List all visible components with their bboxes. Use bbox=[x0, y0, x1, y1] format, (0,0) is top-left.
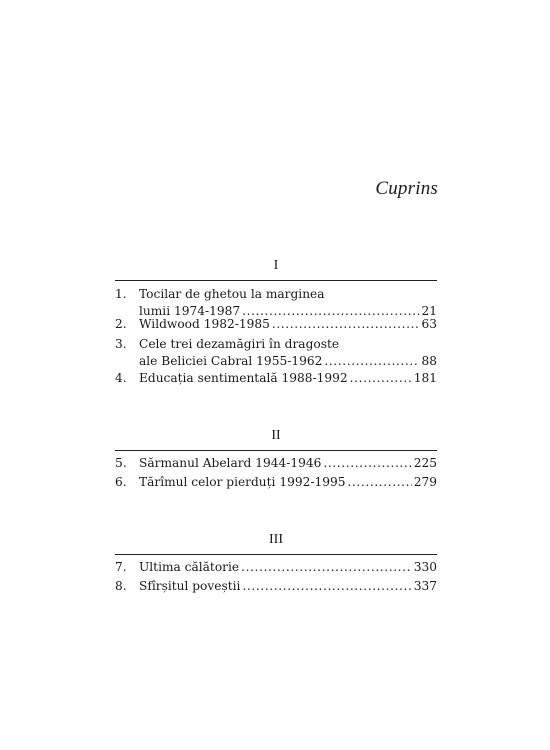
entry-title: Educația sentimentală 1988-1992 bbox=[139, 371, 348, 385]
entry-page-number: 21 bbox=[421, 304, 437, 318]
entry-number: 2. bbox=[115, 317, 127, 331]
entry-title: Sfîrșitul poveștii bbox=[139, 579, 241, 593]
section-heading: I bbox=[273, 258, 279, 273]
entry-page-number: 88 bbox=[421, 354, 437, 368]
dot-leader bbox=[272, 316, 420, 333]
entry-number: 3. bbox=[115, 337, 127, 351]
entry-number: 6. bbox=[115, 475, 127, 489]
entry-page-number: 330 bbox=[413, 560, 437, 574]
dot-leader bbox=[347, 474, 411, 491]
dot-leader bbox=[323, 455, 411, 472]
page-title: Cuprins bbox=[375, 178, 438, 199]
entry-title-cont: lumii 1974-1987 bbox=[139, 304, 241, 318]
entry-title-cont: ale Beliciei Cabral 1955-1962 bbox=[139, 354, 323, 368]
section-divider bbox=[115, 554, 437, 555]
section-divider bbox=[115, 450, 437, 451]
entry-page-number: 225 bbox=[413, 456, 437, 470]
entry-title: Sărmanul Abelard 1944-1946 bbox=[139, 456, 322, 470]
entry-title: Cele trei dezamăgiri în dragoste bbox=[139, 337, 340, 351]
entry-number: 1. bbox=[115, 287, 127, 301]
dot-leader bbox=[350, 370, 412, 387]
entry-page-number: 337 bbox=[413, 579, 437, 593]
entry-page-number: 279 bbox=[413, 475, 437, 489]
entry-title: Tărîmul celor pierduți 1992-1995 bbox=[139, 475, 346, 489]
entry-page-number: 181 bbox=[413, 371, 437, 385]
entry-title: Ultima călătorie bbox=[139, 560, 240, 574]
dot-leader bbox=[324, 353, 419, 370]
section-heading: III bbox=[269, 532, 283, 547]
entry-page-number: 63 bbox=[421, 317, 437, 331]
entry-number: 4. bbox=[115, 371, 127, 385]
entry-number: 8. bbox=[115, 579, 127, 593]
entry-title: Tocilar de ghetou la marginea bbox=[139, 287, 325, 301]
dot-leader bbox=[242, 578, 411, 595]
section-divider bbox=[115, 280, 437, 281]
section-heading: II bbox=[271, 428, 281, 443]
entry-number: 5. bbox=[115, 456, 127, 470]
dot-leader bbox=[241, 559, 412, 576]
entry-number: 7. bbox=[115, 560, 127, 574]
entry-title: Wildwood 1982-1985 bbox=[139, 317, 270, 331]
